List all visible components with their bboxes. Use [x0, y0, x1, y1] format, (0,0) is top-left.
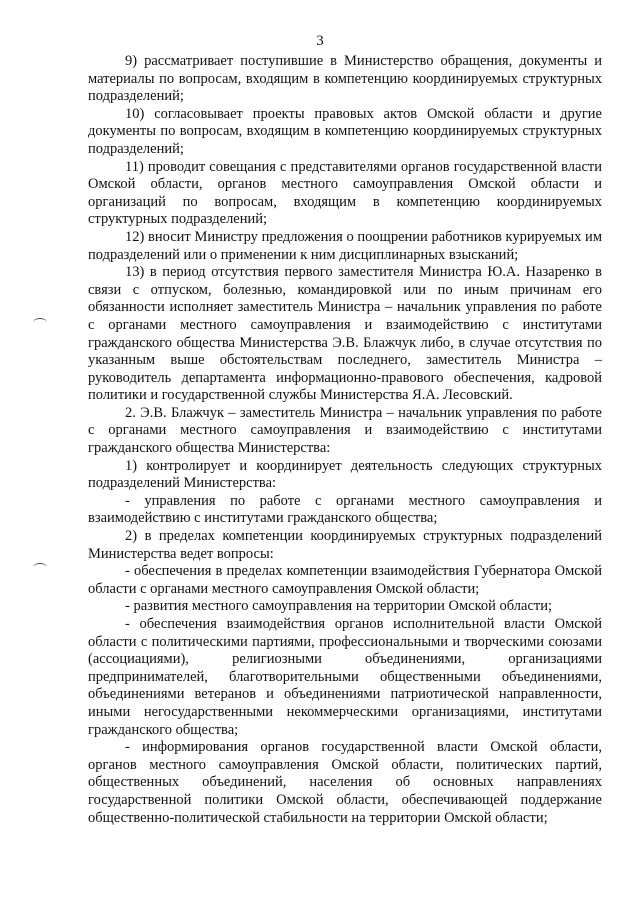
paragraph-subitem-2: 2) в пределах компетенции координируемых структурных подразделений Министерства ведет вопросы:: [88, 528, 602, 562]
document-body: [88, 53, 602, 827]
paragraph-item-10: 10) согласовывает проекты правовых актов Омской области и другие документы по вопросам, входящим в компетенцию координируемых структурных подразделений;: [88, 105, 602, 157]
paragraph-item-9: 9) рассматривает поступившие в Министерство обращения, документы и материалы по вопросам, входящим в компетенцию координируемых структурных подразделений;: [88, 53, 602, 105]
dash-list-item: - информирования органов государственной власти Омской области, органов местного самоуправления Омской области, политических партий, общественных объединений, населения об основных направлениях государственной политики Омской области, обеспечивающей поддержание общественно-политической стабильности на территории Омской области;: [88, 739, 602, 826]
dash-list-item: - обеспечения взаимодействия органов исполнительной власти Омской области с политическими партиями, профессиональными и творческими союзами (ассоциациями), религиозными объединениями, организациями предпринимателей, благотворительными общественными объединениями, объединениями ветеранов и объединениями патриотической направленности, иными негосударственными некоммерческими организациями, институтами гражданского общества;: [88, 616, 602, 738]
margin-mark: [33, 318, 47, 327]
paragraph-item-12: 12) вносит Министру предложения о поощрении работников курируемых им подразделений или о применении к ним дисциплинарных взысканий;: [88, 228, 602, 263]
page-number: 3: [316, 33, 324, 49]
margin-mark: [33, 563, 47, 572]
section-2-heading-paragraph: 2. Э.В. Блажчук – заместитель Министра – начальник управления по работе с органами местного самоуправления и взаимодействию с институтами гражданского общества Министерства:: [88, 404, 602, 457]
dash-list-item: - развития местного самоуправления на территории Омской области;: [125, 598, 553, 615]
dash-list-item: - обеспечения в пределах компетенции взаимодействия Губернатора Омской области с органами местного самоуправления Омской области;: [88, 563, 602, 597]
paragraph-item-11: 11) проводит совещания с представителями органов государственной власти Омской области, органов местного самоуправления Омской области и организаций по вопросам, входящим в компетенцию координируемых структурных подразделений;: [88, 158, 602, 228]
dash-list-item: - управления по работе с органами местного самоуправления и взаимодействию с институтами гражданского общества;: [88, 492, 602, 527]
paragraph-subitem-1: 1) контролирует и координирует деятельность следующих структурных подразделений Министерства:: [88, 457, 602, 492]
paragraph-item-13: 13) в период отсутствия первого заместителя Министра Ю.А. Назаренко в связи с отпуском, болезнью, командировкой или по иным причинам его обязанности исполняет заместитель Министра – начальник управления по работе с органами местного самоуправления и взаимодействию с институтами гражданского общества Министерства Э.В. Блажчук либо, в случае отсутствия по указанным выше обстоятельствам последнего, заместитель Министра – руководитель департамента информационно-правового обеспечения, кадровой политики и государственной службы Министерства Я.А. Лесовский.: [88, 264, 602, 404]
